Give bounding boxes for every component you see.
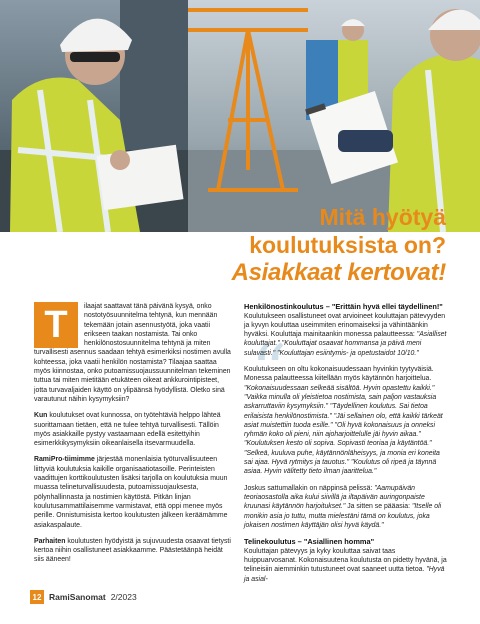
right-paragraph-1: Koulutukseen osallistuneet ovat arvioineet kouluttajan pätevyyden ja kyvyn kouluttaa useimmiten erinomaiseksi ja vähintäänkin hyväksi. Kouluttaja mainitaankin monessa palautteessa: "Asialliset kouluttajat." "Kouluttajat osaavat hommansa ja päivä meni sulavasti." "Kouluttajan esiintymis- ja opetustaidot 10/10." [244,312,447,357]
quote-mark-icon: “ [251,330,287,412]
headline-line-3: Asiakkaat kertovat! [231,259,446,286]
drop-cap: T [34,302,78,348]
photo-scissor-lift [188,0,480,232]
right-column [244,302,448,591]
left-paragraph-3: RamiPro-tiimimme järjestää monenlaisia työturvallisuuteen liittyviä koulutuksia kaikille organisaatiotasoille. Perinteisten vaadittujen korttikoulutusten lisäksi tarjolla on koulutuksia muun muassa telineturvallisuudesta, putoamissuojauksesta, pölynhallinnasta ja nostimien käytöstä. Pitkän linjan koulutusammattilaisemme varmistavat, että oppi menee myös perille. Onnistumisista kertoo koulutusten jälkeen keräämämme asiakaspalaute. [34,456,228,529]
left-paragraph-4: Parhaiten koulutusten hyödyistä ja sujuvuudesta osaavat tietysti kertoa niihin osallistuneet asiakkaamme. Päästetäänpä heidät siis ääneen! [34,537,231,564]
header-photos [0,0,480,232]
page-number: 12 [30,590,44,604]
left-paragraph-2: Kun koulutukset ovat kunnossa, on työtehtäviä helppo lähteä suorittamaan tietäen, että ne tulee tehtyä turvallisesti. Tällöin myös asiakkaille pystyy vastaamaan edellä esitettyihin esimerkkikysymyksiin oikeanlaisella itsevarmuudella. [34,412,221,448]
right-paragraph-3: Joskus sattumallakin on näppinsä pelissä: "Aamupäivän teoriaosastolla aika kului siivillä ja iltapäivän auringonpaiste kruunasi käytännön harjoitukset." Ja sitten se pääasia: "Itselle oli monikin asia jo tuttu, mutta mielestäni tämä on koulutus, joka jokaisen nostimen käyttäjän olisi hyvä käydä." [244,484,442,529]
section-heading-lift-training: Henkilönostinkoulutus – "Erittäin hyvä ellei täydellinen!" [244,302,443,311]
headline-line-2: koulutuksista on? [249,232,446,258]
article-headline [86,203,446,287]
magazine-name: RamiSanomat [49,592,106,602]
photo-worker-writing [0,0,188,232]
page-footer [30,590,137,604]
left-column [34,302,232,572]
section-heading-scaffold-training: Telinekoulutus – "Asiallinen homma" [244,537,375,547]
left-paragraph-1: T ilaajat saattavat tänä päivänä kysyä, onko nostotyösuunnitelma tehtynä, kun mennään tekemään jotain asennustyötä, joka vaatii erikseen taakan nostamista. Tai onko henkilönostosuunnitelma tehtynä ja miten turvallisesti asennus saadaan tehtyä esimerkiksi nostimen avulla kohteessa, joka vaatii henkilön nostamista? Tilaajaa saattaa myös kiinnostaa, onko putoamissuojaussuunnitelman tekeminen tuttua tai miten mietitään etukäteen oikeat ankkurointipisteet, jotta turvavaljaiden käyttö on ylipäänsä hyödyllistä. Oletko sinä varautunut näihin kysymyksiin? [34,303,231,403]
right-paragraph-2: Koulutukseen on oltu kokonaisuudessaan hyvinkin tyytyväisiä. Monessa palautteessa kiitellään myös käytännön harjoittelua. "Kokonaisuudessaan selkeää sisältöä. Hyvin opastettu kaikki." "Vaikka minulla oli yleistietoa nostimista, sain paljon vastauksia askarruttaviin kysymyksiin." "Täydellinen koulutus. Sai tietoa erilaisista henkilönostimista." "Jäi sellainen olo, että kaikki tärkeät asiat muistettiin tuoda esille." "Oli hyvä kokonaisuus ja onneksi ryhmän koko oli pieni, niin ajoharjoittelulle jäi hyvin aikaa." "Koulutuksen kesto oli sopiva. Sopivasti teoriaa ja käytäntöä." "Selkeä, kuuluva puhe, käytännönläheisyys, ja monia eri koneita sai ajaa. Hyvä rytmitys ja tauotus." "Koulutus oli ripeä ja täynnä asiaa. Hyvin välitetty tieto ilman jaarittelua." [244,366,443,476]
right-paragraph-4: Kouluttajan pätevyys ja kyky kouluttaa saivat taas huippuarvosanat. Kokonaisuutena koulutusta on pidetty hyvänä, ja telineisiin aiemminkin tutustuneet ovat saaneet uutta tietoa. "Hyvä ja asial- [244,547,447,583]
issue-number: 2/2023 [110,592,137,602]
headline-line-1: Mitä hyötyä [319,204,446,230]
